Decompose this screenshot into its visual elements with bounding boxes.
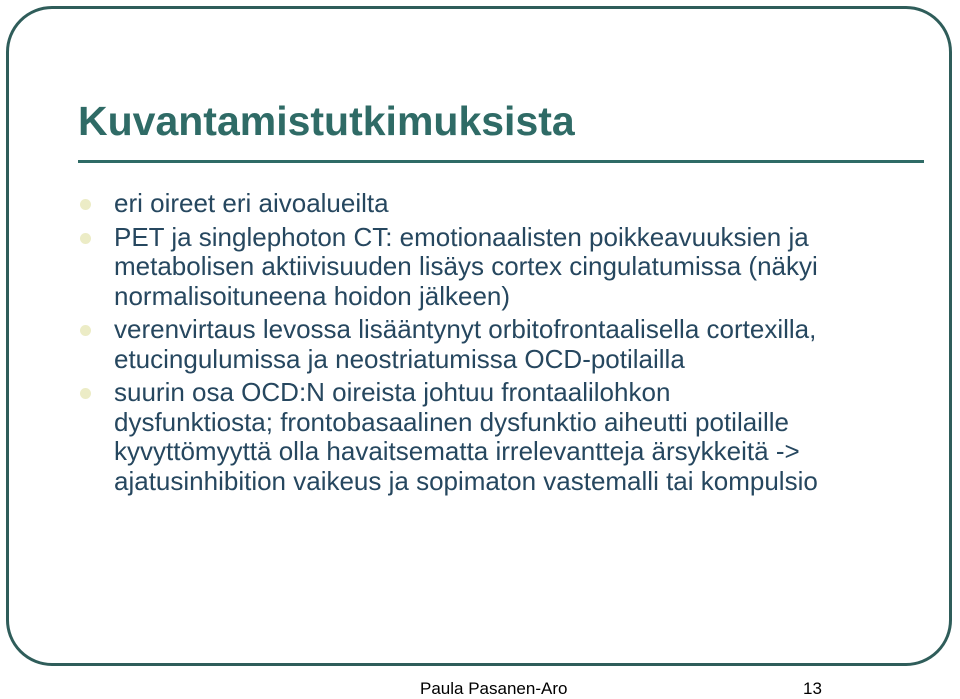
bullet-dot-icon: [80, 325, 91, 336]
title-underline: [78, 160, 924, 163]
footer-author: Paula Pasanen-Aro: [420, 679, 568, 698]
bullet-text: PET ja singlephoton CT: emotionaalisten poikkeavuuksien ja metabolisen aktiivisuuden lisäys cortex cingulatumissa (näkyi normalisoituneena hoidon jälkeen): [114, 221, 818, 311]
bullet-item: [80, 378, 830, 496]
bullet-item: [80, 223, 830, 312]
bullet-item: [80, 189, 830, 219]
slide-title: Kuvantamistutkimuksista: [78, 98, 575, 144]
page-number: 13: [803, 679, 822, 698]
bullet-list: [80, 189, 830, 500]
bullet-dot-icon: [80, 233, 91, 244]
bullet-text: eri oireet eri aivoalueilta: [114, 188, 389, 218]
bullet-dot-icon: [80, 388, 91, 399]
bullet-text: suurin osa OCD:N oireista johtuu frontaalilohkon dysfunktiosta; frontobasaalinen dysfunktio aiheutti potilaille kyvyttömyyttä olla havaitsematta irrelevantteja ärsykkeitä -> ajatusinhibition vaikeus ja sopimaton vastemalli tai kompulsio: [114, 377, 818, 496]
bullet-dot-icon: [80, 199, 91, 210]
bullet-item: [80, 315, 830, 374]
bullet-text: verenvirtaus levossa lisääntynyt orbitofrontaalisella cortexilla, etucingulumissa ja neostriatumissa OCD-potilailla: [114, 314, 817, 374]
